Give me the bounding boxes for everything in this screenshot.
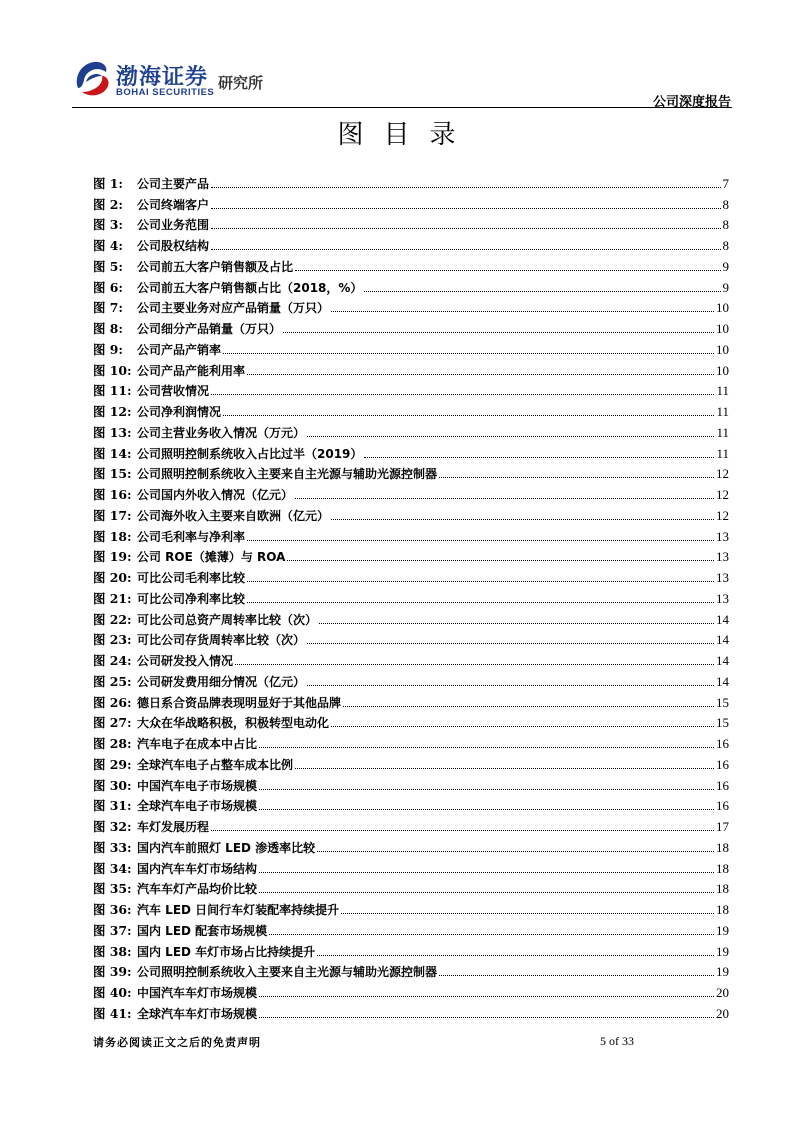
toc-entry[interactable] <box>93 876 729 897</box>
toc-dot-leader <box>343 706 714 707</box>
toc-entry-number: 图 36: <box>93 902 132 917</box>
toc-entry-label: 公司终端客户 <box>137 197 210 212</box>
toc-entry-page: 16 <box>716 756 729 772</box>
toc-entry[interactable] <box>93 232 729 253</box>
toc-entry-page: 14 <box>716 632 729 648</box>
toc-entry-page: 10 <box>716 321 729 336</box>
toc-entry-page: 8 <box>722 217 729 233</box>
toc-dot-leader <box>247 374 714 375</box>
toc-entry-label: 公司业务范围 <box>137 218 210 233</box>
toc-entry-label: 公司股权结构 <box>137 239 210 253</box>
toc-entry[interactable] <box>93 481 729 502</box>
toc-dot-leader <box>331 311 714 312</box>
toc-entry-label: 公司前五大客户销售额及占比 <box>137 259 294 274</box>
toc-entry[interactable] <box>93 793 729 814</box>
toc-entry[interactable] <box>93 440 729 461</box>
toc-entry-page: 8 <box>722 238 729 253</box>
toc-entry-label: 公司照明控制系统收入主要来自主光源与辅助光源控制器 <box>137 965 438 980</box>
toc-entry-label: 全球汽车车灯市场规模 <box>137 1006 258 1021</box>
toc-entry-label: 公司研发费用细分情况（亿元） <box>137 674 306 689</box>
toc-dot-leader <box>223 353 714 354</box>
toc-dot-leader <box>307 436 714 437</box>
toc-entry-number: 图 33: <box>93 839 132 855</box>
toc-entry[interactable] <box>93 253 729 274</box>
institute-name: 研究所 <box>218 74 264 92</box>
toc-entry[interactable] <box>93 315 729 336</box>
toc-dot-leader <box>211 187 720 188</box>
toc-entry-page: 18 <box>716 839 729 855</box>
toc-dot-leader <box>364 291 720 292</box>
toc-dot-leader <box>259 872 714 873</box>
toc-entry[interactable] <box>93 730 729 751</box>
toc-dot-leader <box>307 643 714 644</box>
toc-entry-number: 图 22: <box>93 611 132 627</box>
page-number: 5 of 33 <box>600 1034 634 1048</box>
toc-entry[interactable] <box>93 419 729 440</box>
toc-entry-number: 图 5: <box>93 258 123 274</box>
toc-entry-page: 8 <box>722 196 729 212</box>
toc-entry-label: 公司主营业务收入情况（万元） <box>137 425 306 440</box>
toc-entry-page: 15 <box>716 715 729 731</box>
toc-entry[interactable] <box>93 1000 729 1021</box>
toc-entry[interactable] <box>93 917 729 938</box>
toc-entry-page: 19 <box>716 964 729 980</box>
toc-entry-number: 图 20: <box>93 570 132 585</box>
toc-entry-number: 图 19: <box>93 549 132 565</box>
toc-dot-leader <box>331 519 714 520</box>
toc-entry-number: 图 31: <box>93 798 132 814</box>
toc-entry-number: 图 4: <box>93 238 123 253</box>
report-type-label: 公司深度报告 <box>652 95 731 110</box>
toc-entry-page: 11 <box>716 424 729 440</box>
toc-dot-leader <box>317 955 714 956</box>
toc-entry-number: 图 27: <box>93 715 132 731</box>
toc-entry-number: 图 37: <box>93 922 132 938</box>
toc-entry[interactable] <box>93 710 729 731</box>
toc-entry-page: 13 <box>716 549 729 565</box>
toc-entry-number: 图 18: <box>93 528 132 544</box>
toc-entry[interactable] <box>93 627 729 648</box>
toc-entry-label: 德日系合资品牌表现明显好于其他品牌 <box>137 695 342 710</box>
toc-entry-label: 公司主要产品 <box>137 176 210 191</box>
toc-entry[interactable] <box>93 502 729 523</box>
toc-dot-leader <box>295 498 714 499</box>
toc-entry-number: 图 8: <box>93 321 123 336</box>
toc-dot-leader <box>331 726 714 727</box>
toc-entry-page: 13 <box>716 570 729 585</box>
toc-entry-page: 16 <box>716 736 729 751</box>
toc-entry-number: 图 2: <box>93 196 123 212</box>
toc-entry[interactable] <box>93 606 729 627</box>
toc-dot-leader <box>211 228 720 229</box>
toc-entry-label: 全球汽车电子市场规模 <box>137 799 258 814</box>
toc-dot-leader <box>223 415 714 416</box>
toc-entry-page: 19 <box>716 943 729 959</box>
toc-dot-leader <box>341 913 714 914</box>
toc-entry[interactable] <box>93 896 729 917</box>
toc-entry-number: 图 9: <box>93 341 123 357</box>
toc-entry[interactable] <box>93 274 729 295</box>
toc-entry-label: 可比公司毛利率比较 <box>137 571 246 585</box>
logo-english-name: BOHAI SECURITIES <box>116 87 215 98</box>
toc-entry-label: 全球汽车电子占整车成本比例 <box>137 757 294 772</box>
toc-dot-leader <box>259 996 714 997</box>
toc-entry-label: 中国汽车电子市场规模 <box>137 778 258 793</box>
toc-entry[interactable] <box>93 772 729 793</box>
toc-entry-page: 11 <box>716 404 729 419</box>
toc-entry-number: 图 28: <box>93 736 132 751</box>
toc-entry-label: 公司 ROE（摊薄）与 ROA <box>137 550 286 565</box>
toc-entry-page: 20 <box>716 985 729 1000</box>
toc-dot-leader <box>247 540 714 541</box>
toc-entry-number: 图 11: <box>93 383 132 399</box>
toc-entry-number: 图 21: <box>93 590 132 606</box>
toc-entry-number: 图 39: <box>93 964 132 980</box>
toc-dot-leader <box>259 892 714 893</box>
toc-entry-number: 图 12: <box>93 404 132 419</box>
toc-dot-leader <box>283 332 714 333</box>
toc-entry-number: 图 10: <box>93 362 132 378</box>
toc-dot-leader <box>364 457 714 458</box>
toc-entry-number: 图 32: <box>93 819 132 834</box>
disclaimer: 请务必阅读正文之后的免责声明 <box>93 1036 261 1049</box>
toc-entry-label: 可比公司总资产周转率比较（次） <box>137 612 318 627</box>
toc-dot-leader <box>259 1017 714 1018</box>
toc-entry[interactable] <box>93 212 729 233</box>
toc-entry-page: 20 <box>716 1005 729 1021</box>
toc-entry-number: 图 26: <box>93 694 132 710</box>
toc-entry-label: 公司国内外收入情况（亿元） <box>137 488 294 502</box>
toc-entry-page: 7 <box>722 175 729 191</box>
toc-entry-page: 10 <box>716 341 729 357</box>
toc-dot-leader <box>269 934 714 935</box>
toc-entry-page: 18 <box>716 902 729 917</box>
toc-entry-label: 车灯发展历程 <box>137 820 210 834</box>
toc-dot-leader <box>211 394 714 395</box>
toc-entry-number: 图 16: <box>93 487 132 502</box>
toc-entry-page: 9 <box>722 279 729 295</box>
toc-entry-number: 图 24: <box>93 653 132 668</box>
toc-entry[interactable] <box>93 979 729 1000</box>
toc-entry-label: 公司海外收入主要来自欧洲（亿元） <box>137 508 330 523</box>
toc-entry-label: 汽车车灯产品均价比较 <box>137 882 258 897</box>
toc-entry-number: 图 29: <box>93 756 132 772</box>
toc-entry[interactable] <box>93 544 729 565</box>
toc-entry-label: 国内汽车前照灯 LED 渗透率比较 <box>137 840 316 855</box>
toc-entry-label: 公司毛利率与净利率 <box>137 529 246 544</box>
toc-entry-label: 汽车 LED 日间行车灯装配率持续提升 <box>137 903 340 917</box>
toc-entry[interactable] <box>93 398 729 419</box>
toc-entry-label: 公司产品产能利用率 <box>137 363 246 378</box>
toc-entry-page: 12 <box>716 487 729 502</box>
toc-entry-number: 图 35: <box>93 881 132 897</box>
toc-entry-label: 公司照明控制系统收入主要来自主光源与辅助光源控制器 <box>137 467 438 482</box>
toc-entry-page: 17 <box>716 819 729 834</box>
toc-entry-label: 公司研发投入情况 <box>137 654 234 668</box>
toc-entry-label: 公司净利润情况 <box>137 405 222 419</box>
toc-entry[interactable] <box>93 461 729 482</box>
toc-entry-number: 图 1: <box>93 175 123 191</box>
toc-entry[interactable] <box>93 834 729 855</box>
toc-entry-label: 国内 LED 车灯市场占比持续提升 <box>137 944 316 959</box>
toc-entry-page: 10 <box>716 362 729 378</box>
toc-entry-page: 11 <box>716 383 729 399</box>
toc-entry-page: 10 <box>716 300 729 316</box>
toc-entry-page: 12 <box>716 466 729 482</box>
toc-entry[interactable] <box>93 191 729 212</box>
toc-dot-leader <box>439 975 714 976</box>
toc-entry-page: 13 <box>716 528 729 544</box>
toc-entry-number: 图 38: <box>93 943 132 959</box>
toc-dot-leader <box>319 623 714 624</box>
toc-entry-label: 公司主要业务对应产品销量（万只） <box>137 301 330 316</box>
toc-entry-page: 18 <box>716 881 729 897</box>
toc-entry-number: 图 13: <box>93 424 132 440</box>
toc-dot-leader <box>287 560 714 561</box>
toc-entry[interactable] <box>93 585 729 606</box>
toc-dot-leader <box>295 270 720 271</box>
toc-entry-page: 16 <box>716 777 729 793</box>
toc-dot-leader <box>235 664 714 665</box>
toc-entry-number: 图 6: <box>93 279 123 295</box>
toc-entry[interactable] <box>93 938 729 959</box>
toc-entry-page: 13 <box>716 590 729 606</box>
toc-entry-page: 15 <box>716 694 729 710</box>
toc-entry-number: 图 15: <box>93 466 132 482</box>
bohai-logo-icon <box>72 58 112 102</box>
toc-dot-leader <box>295 768 714 769</box>
header-divider <box>72 107 732 108</box>
toc-entry-label: 公司细分产品销量（万只） <box>137 322 282 336</box>
toc-dot-leader <box>211 249 720 250</box>
toc-entry[interactable] <box>93 647 729 668</box>
toc-dot-leader <box>439 477 714 478</box>
toc-dot-leader <box>259 789 714 790</box>
toc-entry-page: 9 <box>722 258 729 274</box>
toc-entry-label: 国内 LED 配套市场规模 <box>137 923 268 938</box>
toc-dot-leader <box>259 809 714 810</box>
toc-entry-page: 14 <box>716 653 729 668</box>
toc-dot-leader <box>211 830 714 831</box>
toc-entry-number: 图 30: <box>93 777 132 793</box>
toc-entry[interactable] <box>93 959 729 980</box>
toc-dot-leader <box>211 208 720 209</box>
toc-entry-page: 14 <box>716 611 729 627</box>
page-title: 图目录 <box>337 120 476 150</box>
toc-entry-label: 公司照明控制系统收入占比过半（2019） <box>137 446 363 461</box>
toc-entry[interactable] <box>93 689 729 710</box>
toc-entry-page: 14 <box>716 673 729 689</box>
toc-dot-leader <box>247 581 714 582</box>
toc-entry[interactable] <box>93 751 729 772</box>
toc-entry-number: 图 3: <box>93 217 123 233</box>
figure-list <box>93 170 729 1021</box>
toc-entry-number: 图 25: <box>93 673 132 689</box>
toc-entry-number: 图 34: <box>93 860 132 876</box>
toc-dot-leader <box>307 685 714 686</box>
toc-entry[interactable] <box>93 855 729 876</box>
toc-entry[interactable] <box>93 357 729 378</box>
toc-entry-label: 汽车电子在成本中占比 <box>137 737 258 751</box>
toc-entry-number: 图 14: <box>93 445 132 461</box>
company-logo <box>72 58 282 106</box>
toc-entry[interactable] <box>93 523 729 544</box>
toc-entry[interactable] <box>93 813 729 834</box>
toc-entry-page: 19 <box>716 922 729 938</box>
toc-entry-number: 图 23: <box>93 632 132 648</box>
toc-entry[interactable] <box>93 336 729 357</box>
toc-entry-label: 公司产品产销率 <box>137 342 222 357</box>
toc-entry-label: 可比公司存货周转率比较（次） <box>137 633 306 648</box>
toc-entry[interactable] <box>93 378 729 399</box>
toc-entry-number: 图 7: <box>93 300 123 316</box>
toc-entry-page: 12 <box>716 507 729 523</box>
toc-entry-label: 国内汽车车灯市场结构 <box>137 861 258 876</box>
toc-entry[interactable] <box>93 668 729 689</box>
toc-entry-page: 16 <box>716 798 729 814</box>
toc-dot-leader <box>247 602 714 603</box>
toc-entry-label: 公司营收情况 <box>137 384 210 399</box>
toc-dot-leader <box>317 851 714 852</box>
toc-entry-page: 11 <box>716 445 729 461</box>
toc-entry-label: 可比公司净利率比较 <box>137 591 246 606</box>
toc-entry-number: 图 40: <box>93 985 132 1000</box>
toc-entry-number: 图 17: <box>93 507 132 523</box>
toc-entry-page: 18 <box>716 860 729 876</box>
toc-entry-label: 公司前五大客户销售额占比（2018，%） <box>137 280 363 295</box>
toc-entry-label: 中国汽车车灯市场规模 <box>137 986 258 1000</box>
logo-chinese-name: 渤海证券 <box>116 65 209 90</box>
toc-entry[interactable] <box>93 564 729 585</box>
toc-entry[interactable] <box>93 170 729 191</box>
toc-entry-number: 图 41: <box>93 1005 132 1021</box>
toc-dot-leader <box>259 747 714 748</box>
toc-entry-label: 大众在华战略积极，积极转型电动化 <box>137 716 330 731</box>
toc-entry[interactable] <box>93 295 729 316</box>
